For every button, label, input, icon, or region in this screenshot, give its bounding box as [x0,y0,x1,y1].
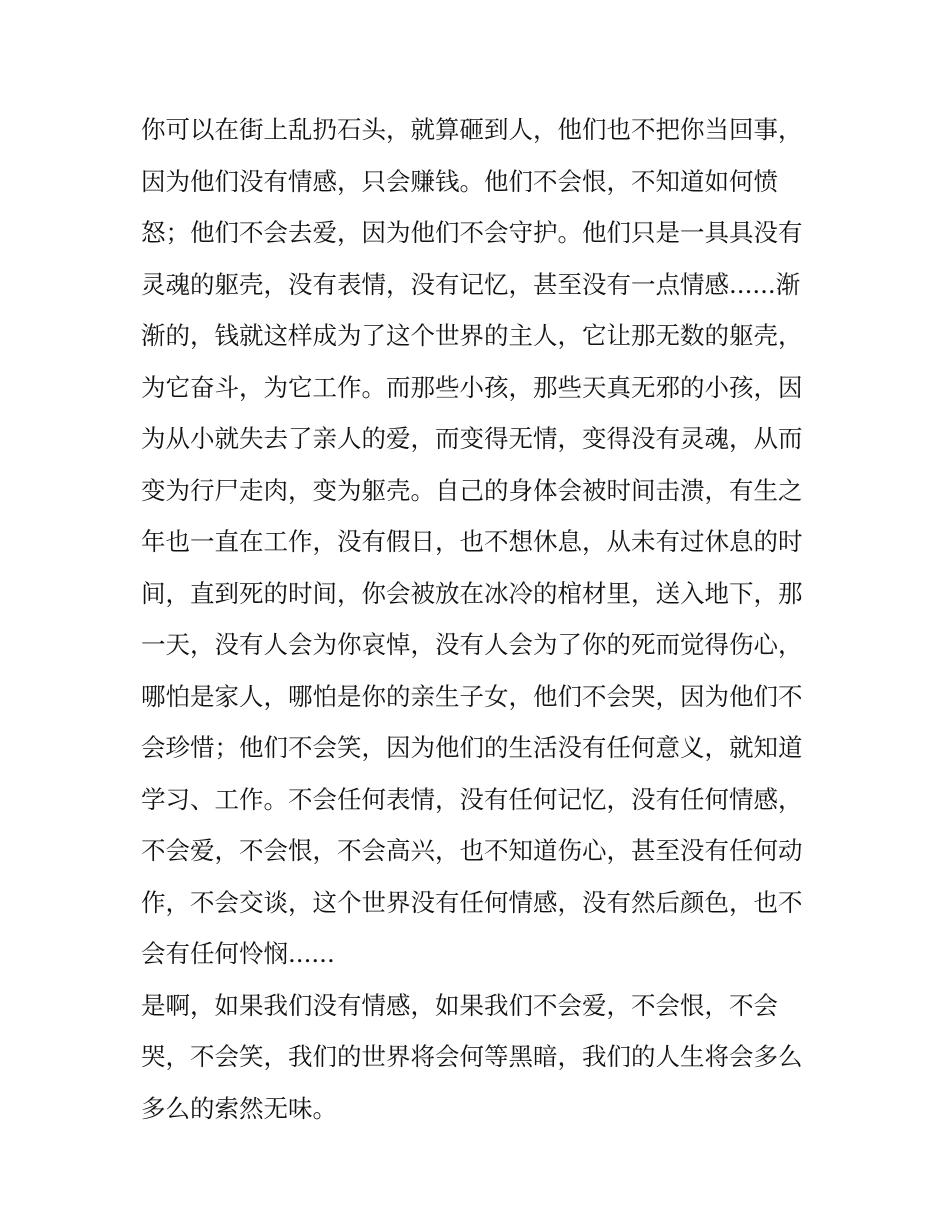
text-line: 间，直到死的时间，你会被放在冰冷的棺材里，送入地下，那 [141,578,803,608]
text-line: 渐的，钱就这样成为了这个世界的主人，它让那无数的躯壳， [141,321,803,350]
text-line: 会有任何怜悯...... [141,939,335,968]
text-line: 为从小就失去了亲人的爱，而变得无情，变得没有灵魂，从而 [141,424,803,453]
text-line: 哪怕是家人，哪怕是你的亲生子女，他们不会哭，因为他们不 [141,681,803,711]
text-line: 哭，不会笑，我们的世界将会何等黑暗，我们的人生将会多么 [141,1042,803,1071]
text-line: 一天，没有人会为你哀悼，没有人会为了你的死而觉得伤心， [141,630,803,659]
text-line: 学习、工作。不会任何表情，没有任何记忆，没有任何情感， [141,784,803,814]
text-line: 会珍惜；他们不会笑，因为他们的生活没有任何意义，就知道 [141,733,803,762]
text-line: 不会爱，不会恨，不会高兴，也不知道伤心，甚至没有任何动 [141,836,803,865]
text-line: 怒；他们不会去爱，因为他们不会守护。他们只是一具具没有 [141,218,803,247]
text-line: 是啊，如果我们没有情感，如果我们不会爱，不会恨，不会 [141,990,778,1020]
text-line: 多么的索然无味。 [141,1093,337,1123]
text-line: 为它奋斗，为它工作。而那些小孩，那些天真无邪的小孩，因 [141,372,803,402]
text-line: 变为行尸走肉，变为躯壳。自己的身体会被时间击溃，有生之 [141,475,803,505]
text-line: 因为他们没有情感，只会赚钱。他们不会恨，不知道如何愤 [141,166,778,196]
text-line: 年也一直在工作，没有假日，也不想休息，从未有过休息的时 [141,527,803,556]
text-line: 灵魂的躯壳，没有表情，没有记忆，甚至没有一点情感......渐 [141,269,801,299]
text-line: 你可以在街上乱扔石头，就算砸到人，他们也不把你当回事， [141,115,803,144]
text-line: 作，不会交谈，这个世界没有任何情感，没有然后颜色，也不 [141,887,803,917]
